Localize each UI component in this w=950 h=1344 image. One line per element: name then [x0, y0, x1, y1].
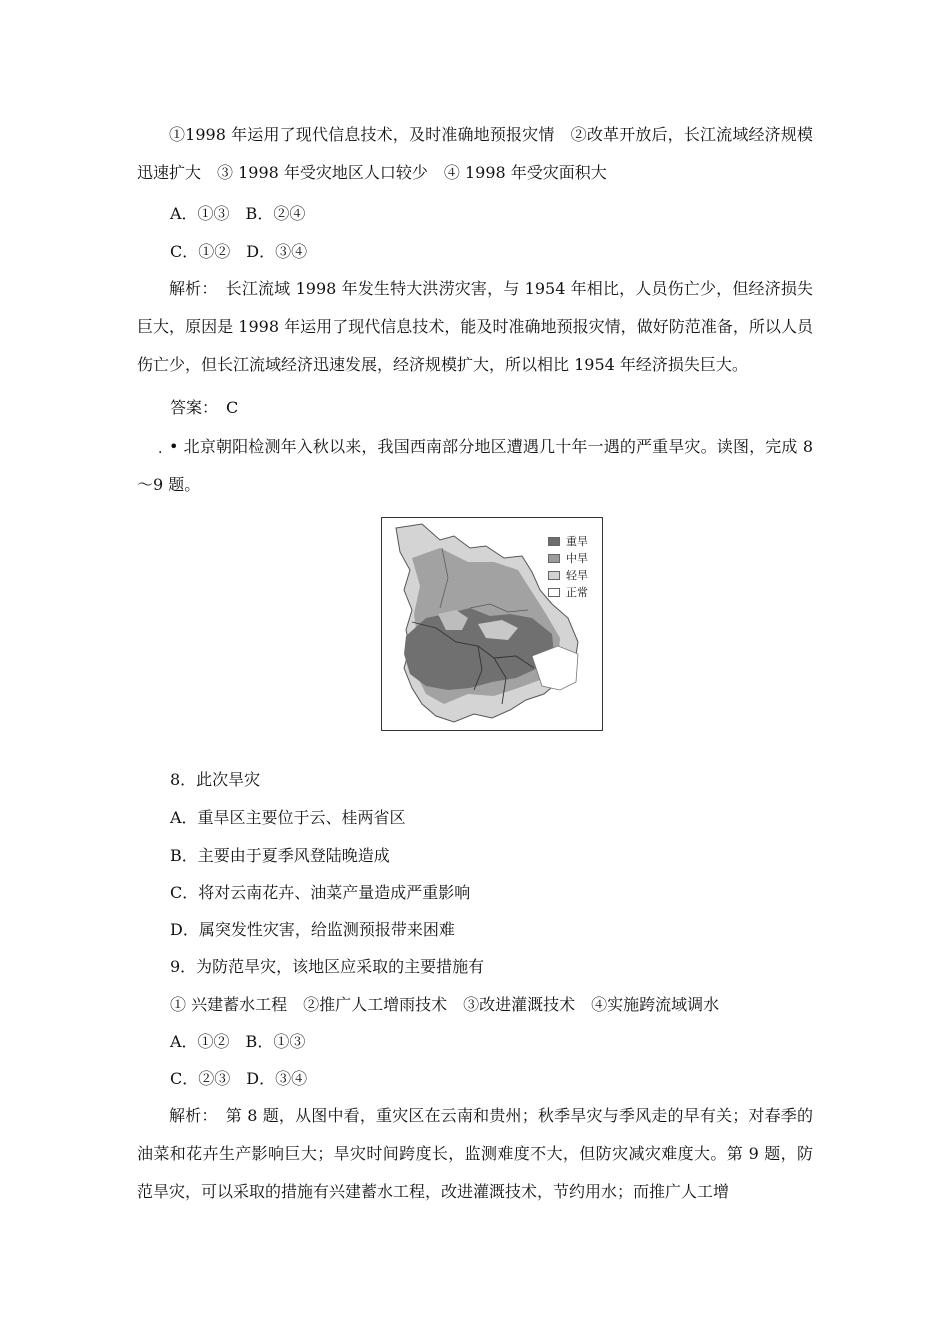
legend-item-severe [548, 533, 588, 550]
legend-label-light: 轻旱 [566, 569, 588, 582]
legend-item-normal [548, 584, 588, 601]
stray-dot: . [158, 441, 163, 457]
q89-intro: • 北京朝阳检测年入秋以来，我国西南部分地区遭遇几十年一遇的严重旱灾。读图，完成 8～9 题。 [137, 437, 813, 494]
q9-stem: 9．为防范旱灾，该地区应采取的主要措施有 [170, 957, 485, 976]
legend-label-normal: 正常 [566, 586, 588, 599]
q7-choices-ab: A．①③ B．②④ [170, 204, 306, 223]
legend-item-medium [548, 550, 588, 567]
map-legend [548, 533, 588, 601]
q8-option-d: D．属突发性灾害，给监测预报带来困难 [170, 920, 455, 939]
legend-label-severe: 重旱 [566, 535, 588, 548]
drought-map [381, 517, 603, 731]
q7-answer: 答案： C [170, 398, 239, 417]
q9-choices-cd: C．②③ D．③④ [170, 1069, 308, 1088]
q7-choices-cd: C．①② D．③④ [170, 242, 308, 261]
q89-analysis: 解析： 第 8 题，从图中看，重灾区在云南和贵州；秋季旱灾与季风走的早有关；对春季的油菜和花卉生产影响巨大；旱灾时间跨度长，监测难度不大，但防灾减灾难度大。第 9 题，防范旱灾，可以采取的措施有兴建蓄水工程，改进灌溉技术，节约用水；而推广人工增 [137, 1106, 813, 1201]
q8-option-b: B．主要由于夏季风登陆晚造成 [170, 846, 390, 865]
q8-stem: 8．此次旱灾 [170, 770, 261, 789]
q7-options: ①1998 年运用了现代信息技术，及时准确地预报灾情 ②改革开放后，长江流域经济规模迅速扩大 ③ 1998 年受灾地区人口较少 ④ 1998 年受灾面积大 [137, 125, 813, 182]
legend-swatch-light [548, 571, 560, 580]
q7-analysis: 解析： 长江流域 1998 年发生特大洪涝灾害，与 1954 年相比，人员伤亡少，但经济损失巨大，原因是 1998 年运用了现代信息技术，能及时准确地预报灾情，做好防范准备，所以人员伤亡少，但长江流域经济迅速发展，经济规模扩大，所以相比 1954 年经济损失巨大。 [137, 279, 813, 374]
q8-option-c: C．将对云南花卉、油菜产量造成严重影响 [170, 883, 471, 902]
legend-label-medium: 中旱 [566, 552, 588, 565]
legend-swatch-medium [548, 554, 560, 563]
q9-choices-ab: A．①② B．①③ [170, 1032, 306, 1051]
legend-item-light [548, 567, 588, 584]
legend-swatch-severe [548, 537, 560, 546]
q8-option-a: A．重旱区主要位于云、桂两省区 [170, 808, 406, 827]
q9-options: ① 兴建蓄水工程 ②推广人工增雨技术 ③改进灌溉技术 ④实施跨流域调水 [170, 995, 720, 1014]
legend-swatch-normal [548, 588, 560, 597]
